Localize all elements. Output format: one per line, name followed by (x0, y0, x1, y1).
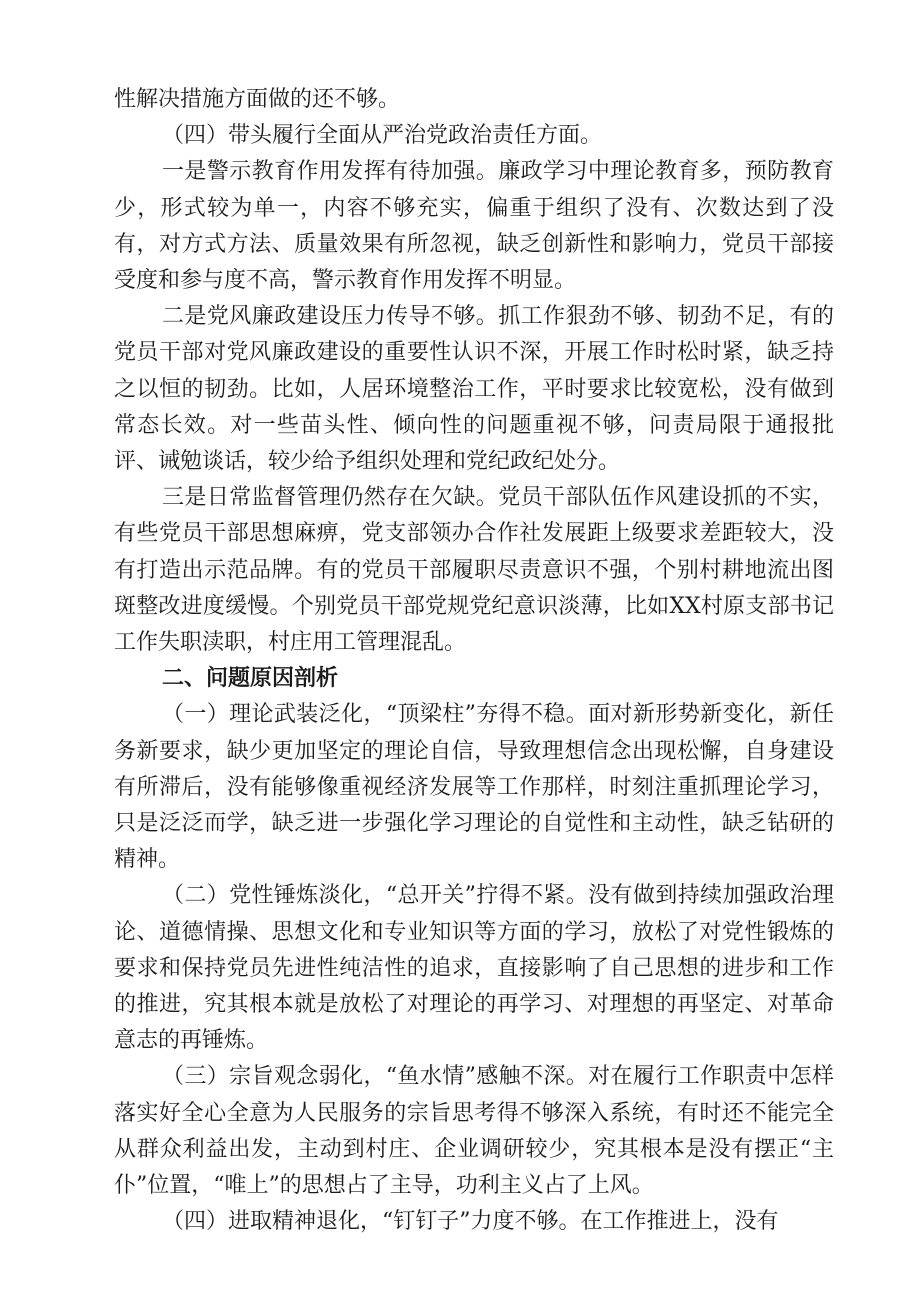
paragraph-daily-supervision: 三是日常监督管理仍然存在欠缺。党员干部队伍作风建设抓的不实，有些党员干部思想麻痹，党支部领办合作社发展距上级要求差距较大，没有打造出示范品牌。有的党员干部履职尽责意识不强，个别村耕地流出图斑整改进度缓慢。个别党员干部党规党纪意识淡薄，比如XX村原支部书记工作失职渎职，村庄用工管理混乱。 (114, 485, 834, 656)
section-heading-cause-analysis: 二、问题原因剖析 (162, 666, 339, 692)
paragraph-party-conduct-pressure: 二是党风廉政建设压力传导不够。抓工作狠劲不够、韧劲不足，有的党员干部对党风廉政建设的重要性认识不深，开展工作时松时紧，缺乏持之以恒的韧劲。比如，人居环境整治工作，平时要求比较宽松，没有做到常态长效。对一些苗头性、倾向性的问题重视不够，问责局限于通报批评、诫勉谈话，较少给予组织处理和党纪政纪处分。 (114, 304, 834, 475)
section-subheading-4: （四）带头履行全面从严治党政治责任方面。 (162, 123, 603, 149)
paragraph-continuation: 性解决措施方面做的还不够。 (114, 87, 401, 112)
paragraph-enterprising-spirit: （四）进取精神退化，“钉钉子”力度不够。在工作推进上，没有 (162, 1209, 779, 1235)
paragraph-party-spirit: （二）党性锤炼淡化，“总开关”拧得不紧。没有做到持续加强政治理论、道德情操、思想文化和专业知识等方面的学习，放松了对党性锻炼的要求和保持党员先进性纯洁性的追求，直接影响了自己思想的进步和工作的推进，究其根本就是放松了对理论的再学习、对理想的再坚定、对革命意志的再锤炼。 (114, 883, 834, 1054)
paragraph-theory-armament: （一）理论武装泛化，“顶梁柱”夯得不稳。面对新形势新变化，新任务新要求，缺少更加坚定的理论自信，导致理想信念出现松懈，自身建设有所滞后，没有能够像重视经济发展等工作那样，时刻注重抓理论学习，只是泛泛而学，缺乏进一步强化学习理论的自觉性和主动性，缺乏钻研的精神。 (114, 702, 834, 873)
document-body (114, 82, 834, 1241)
paragraph-purpose-concept: （三）宗旨观念弱化，“鱼水情”感触不深。对在履行工作职责中怎样落实好全心全意为人民服务的宗旨思考得不够深入系统，有时还不能完全从群众利益出发，主动到村庄、企业调研较少，究其根本是没有摆正“主仆”位置，“唯上”的思想占了主导，功利主义占了上风。 (114, 1064, 834, 1199)
paragraph-warning-education: 一是警示教育作用发挥有待加强。廉政学习中理论教育多，预防教育少，形式较为单一，内容不够充实，偏重于组织了没有、次数达到了没有，对方式方法、质量效果有所忽视，缺乏创新性和影响力，党员干部接受度和参与度不高，警示教育作用发挥不明显。 (114, 159, 834, 294)
